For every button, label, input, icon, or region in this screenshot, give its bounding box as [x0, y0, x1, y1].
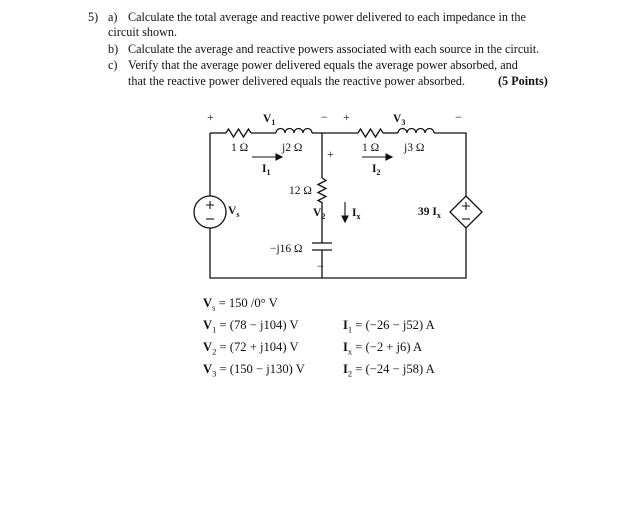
label-v1: $V_1$: [263, 113, 276, 127]
eq-v1: $V_1 = (78 - j104)$ V: [203, 318, 299, 335]
given-values: [0, 290, 622, 390]
label-r-mid: 12 Ω: [289, 185, 312, 197]
v2-minus-sign: −: [317, 259, 324, 273]
part-a-letter: a): [108, 10, 118, 24]
wire-top-right: [434, 133, 466, 196]
problem-number: 5): [88, 10, 99, 24]
wire-left-bottom: [210, 228, 466, 278]
resistor-1-ohm-right: [358, 129, 383, 137]
dependent-voltage-source: [450, 196, 482, 228]
v1-minus-sign: −: [321, 110, 328, 124]
vs-plus-symbol: [206, 201, 214, 209]
v2-plus-sign: +: [327, 147, 334, 161]
label-i2: $I_2$: [372, 163, 381, 177]
label-i1: $I_1$: [262, 163, 271, 177]
part-b-text: Calculate the average and reactive powers associated with each source in the circuit.: [128, 42, 540, 56]
voltage-source-vs: [194, 196, 226, 228]
eq-ix: $I_x = (-2 + j6)$ A: [343, 340, 423, 357]
resistor-12-ohm: [318, 178, 326, 203]
eq-i1: $I_1 = (-26 - j52)$ A: [343, 318, 435, 335]
part-c-text-line1: Verify that the average power delivered equals the average power absorbed, and: [128, 58, 518, 72]
label-r1: 1 Ω: [231, 142, 249, 154]
label-v2: $V_2$: [313, 207, 326, 221]
label-ix: $I_x$: [352, 207, 361, 221]
part-a-text-line2: circuit shown.: [108, 25, 178, 39]
label-l1: j2 Ω: [282, 142, 303, 154]
part-a-text-line1: Calculate the total average and reactive power delivered to each impedance in the: [128, 10, 526, 24]
label-l2: j3 Ω: [404, 142, 425, 154]
eq-v2: $V_2 = (72 + j104)$ V: [203, 340, 299, 357]
v3-minus-sign: −: [455, 110, 462, 124]
part-c-text-line2: that the reactive power delivered equals the reactive power absorbed.: [128, 74, 466, 88]
eq-i2: $I_2 = (-24 - j58)$ A: [343, 362, 435, 379]
label-vs: $V_s$: [228, 205, 240, 219]
resistor-1-ohm-left: [226, 129, 251, 137]
v3-plus-sign: +: [343, 110, 350, 124]
eq-v3: $V_3 = (150 - j130)$ V: [203, 362, 305, 379]
label-r2: 1 Ω: [362, 142, 380, 154]
part-c-letter: c): [108, 58, 118, 72]
points-label: (5 Points): [498, 74, 548, 88]
label-dep-source: 39 $I_x$: [418, 206, 441, 220]
v1-plus-sign: +: [207, 110, 214, 124]
dep-plus-symbol: [462, 202, 470, 210]
label-v3: $V_3$: [393, 113, 406, 127]
eq-vs: $V_s = 150$ /0° V: [203, 296, 278, 313]
inductor-j2: [276, 129, 312, 134]
part-b-letter: b): [108, 42, 119, 56]
inductor-j3: [398, 129, 434, 134]
label-c-mid: −j16 Ω: [270, 243, 303, 255]
